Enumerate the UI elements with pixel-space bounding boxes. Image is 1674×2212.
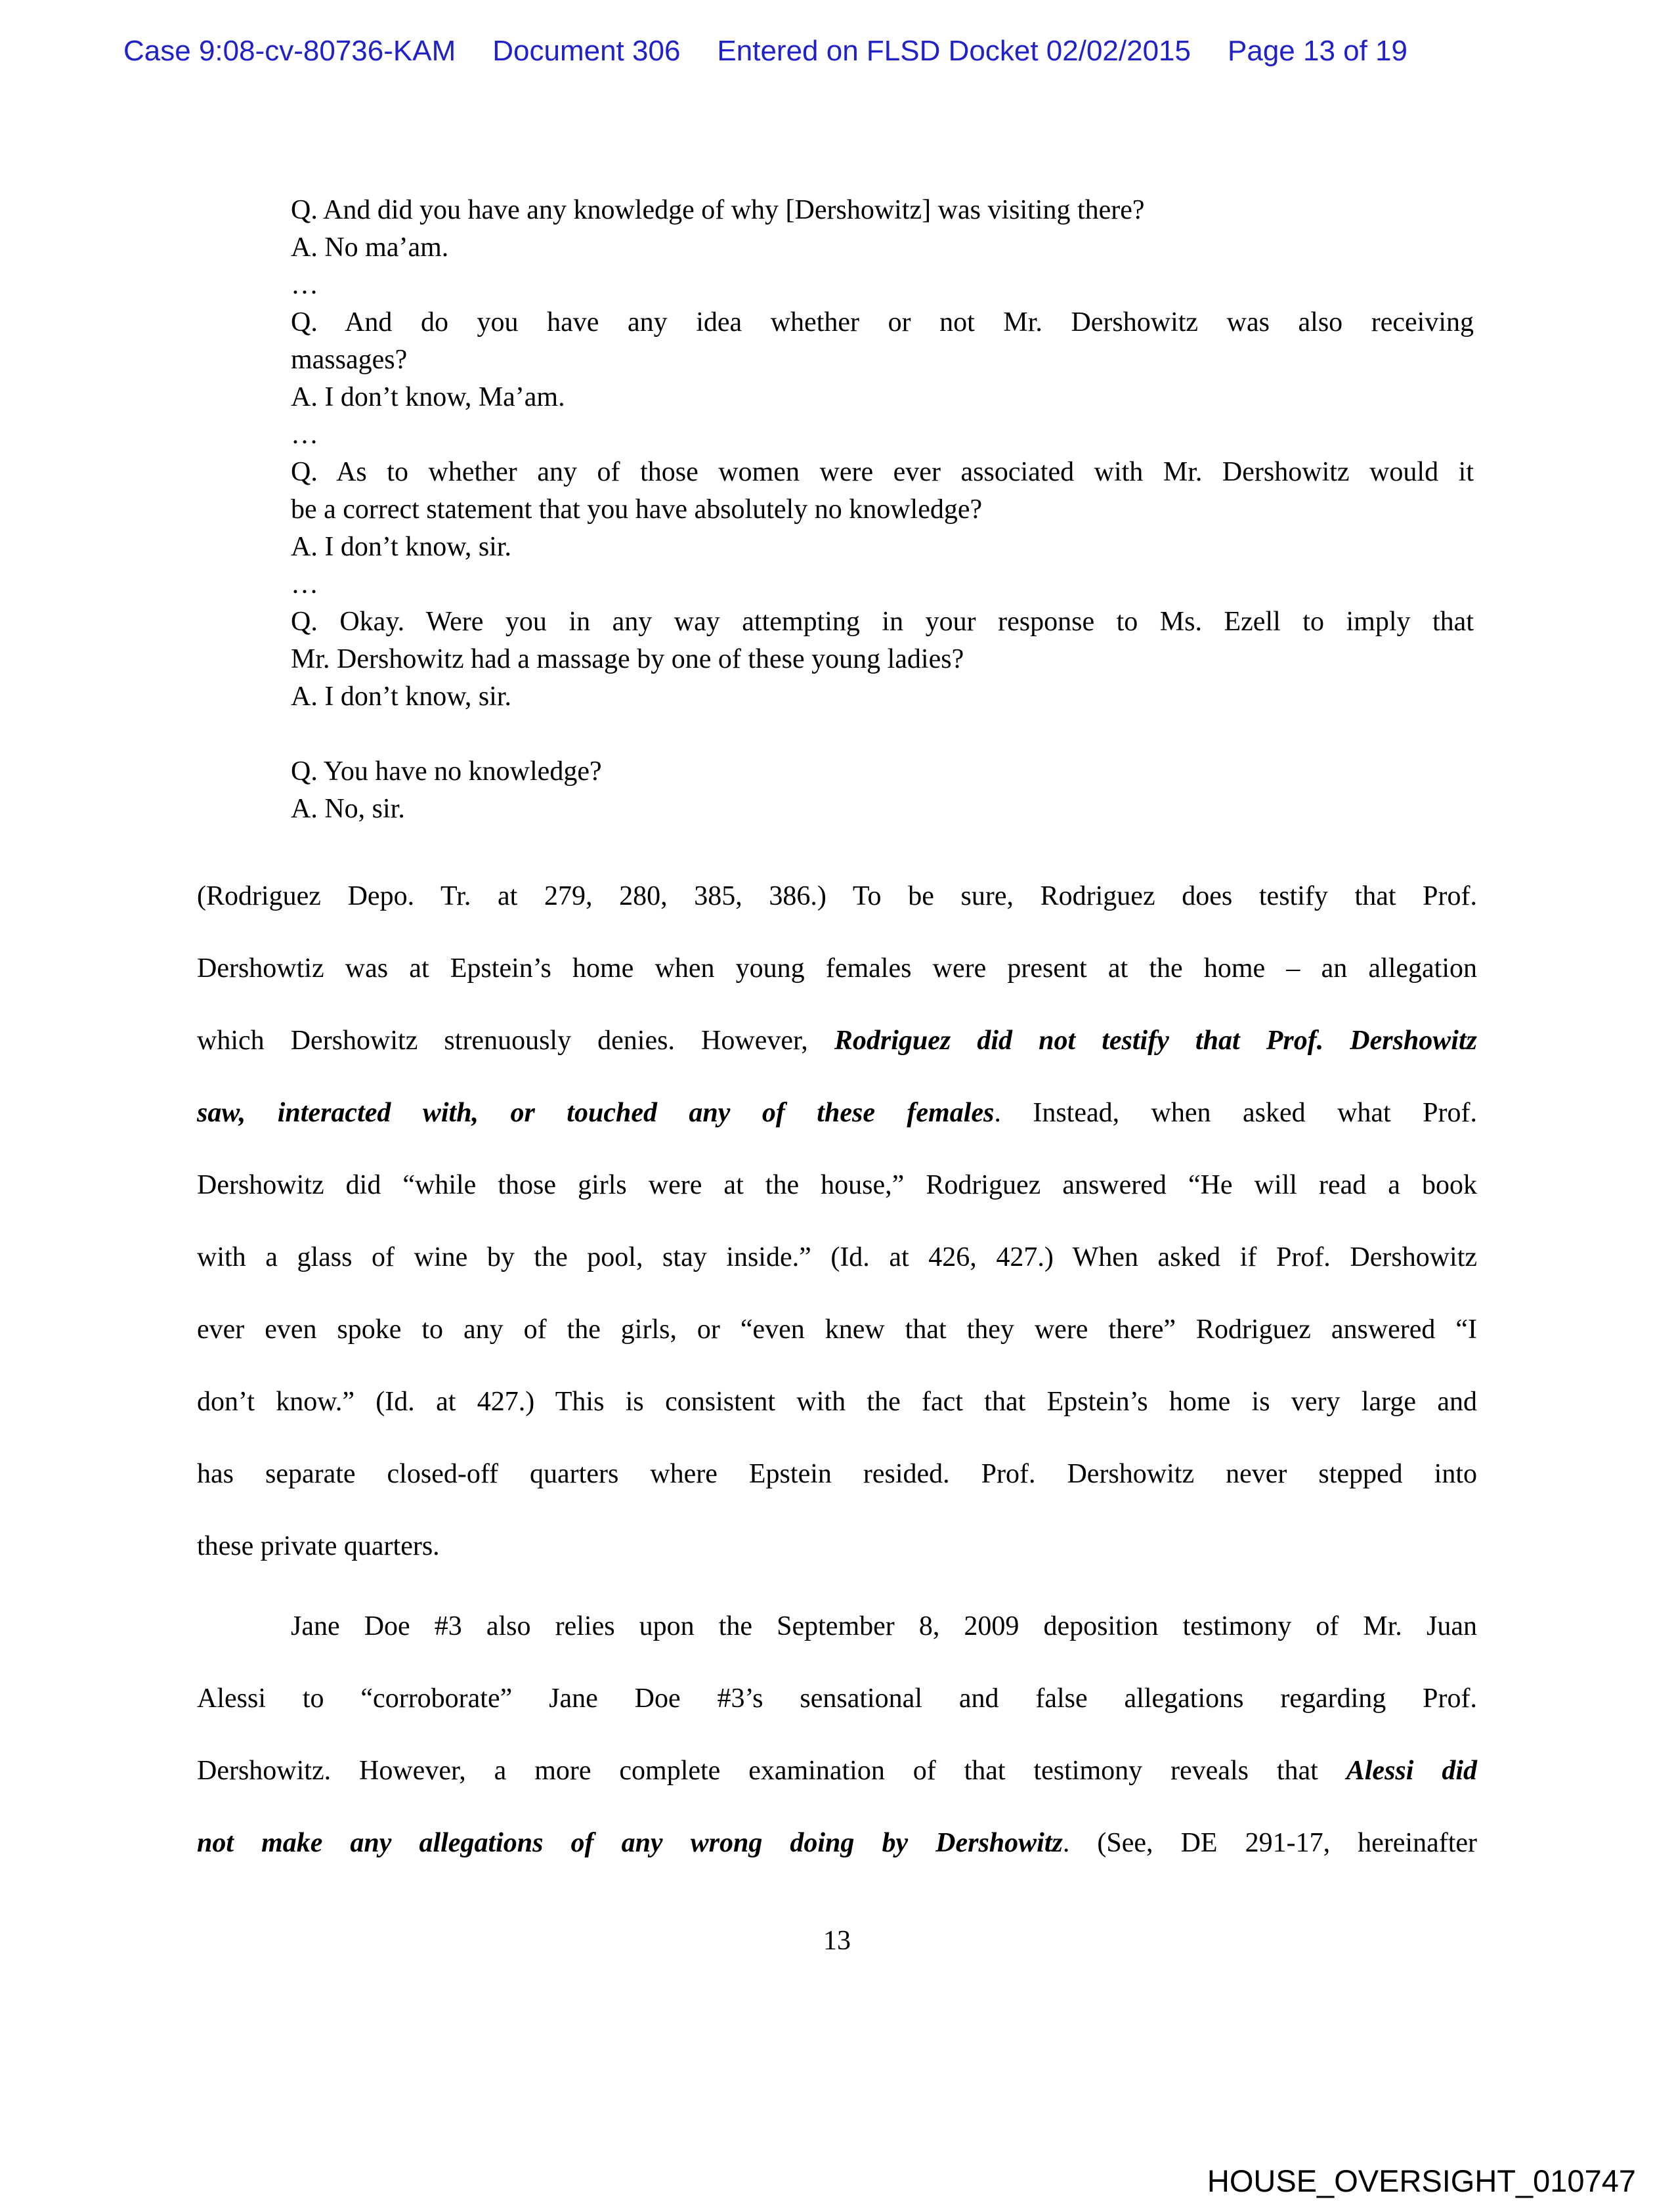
- text-line: [197, 1438, 1477, 1510]
- text-line: [197, 1807, 1477, 1879]
- body-text: [197, 860, 1477, 1879]
- text-segment: …: [291, 270, 318, 300]
- text-segment: Dershowitz did “while those girls were at the house,” Rodriguez answered “He will read a book: [197, 1170, 1477, 1200]
- text-segment: Alessi to “corroborate” Jane Doe #3’s sensational and false allegations regarding Prof.: [197, 1683, 1477, 1714]
- text-segment: has separate closed-off quarters where Epstein resided. Prof. Dershowitz never stepped into: [197, 1459, 1477, 1489]
- paragraph: [197, 1590, 1477, 1879]
- text-line: [291, 678, 1474, 716]
- text-segment: Dershowtiz was at Epstein’s home when young females were present at the home – an allegation: [197, 953, 1477, 984]
- text-line: [291, 454, 1474, 491]
- text-line: [197, 1221, 1477, 1293]
- text-line: [291, 641, 1474, 678]
- case-header-segment: Case 9:08-cv-80736-KAM: [123, 35, 456, 67]
- text-line: [197, 1293, 1477, 1366]
- text-line: [291, 791, 1474, 828]
- text-segment: Q. And did you have any knowledge of why [Dershowitz] was visiting there?: [291, 195, 1145, 225]
- text-line: [197, 1662, 1477, 1735]
- text-segment: don’t know.” (Id. at 427.) This is consistent with the fact that Epstein’s home is very large and: [197, 1387, 1477, 1417]
- text-segment: with a glass of wine by the pool, stay inside.” (Id. at 426, 427.) When asked if Prof. Dershowitz: [197, 1242, 1477, 1272]
- case-header-segment: Page 13 of 19: [1228, 35, 1408, 67]
- text-line: [197, 860, 1477, 932]
- text-segment: …: [291, 420, 318, 450]
- text-line: [291, 379, 1474, 416]
- text-segment: (Rodriguez Depo. Tr. at 279, 280, 385, 386.) To be sure, Rodriguez does testify that Prof.: [197, 881, 1477, 911]
- text-line: [197, 1735, 1477, 1807]
- text-line: [291, 304, 1474, 341]
- text-segment: A. I don’t know, sir.: [291, 532, 511, 562]
- text-segment: A. No ma’am.: [291, 232, 449, 263]
- case-header-segment: Document 306: [492, 35, 681, 67]
- text-line: [291, 416, 1474, 454]
- text-segment: . (See, DE 291-17, hereinafter: [1062, 1828, 1478, 1858]
- text-line: [291, 753, 1474, 791]
- text-segment: …: [291, 569, 318, 599]
- case-header-segment: Entered on FLSD Docket 02/02/2015: [717, 35, 1191, 67]
- bates-stamp: HOUSE_OVERSIGHT_010747: [1207, 2163, 1636, 2198]
- deposition-quote-block: [291, 192, 1474, 828]
- text-segment: ever even spoke to any of the girls, or “even knew that they were there” Rodriguez answered “I: [197, 1314, 1477, 1345]
- text-segment: massages?: [291, 345, 408, 375]
- text-line: [197, 1149, 1477, 1221]
- text-line: [291, 716, 1474, 753]
- text-segment: Q. You have no knowledge?: [291, 756, 602, 787]
- text-segment: Jane Doe #3 also relies upon the September 8, 2009 deposition testimony of Mr. Juan: [291, 1611, 1477, 1641]
- text-line: [291, 192, 1474, 229]
- text-line: [291, 603, 1474, 641]
- text-line: [291, 491, 1474, 529]
- text-line: [291, 267, 1474, 304]
- paragraph: [197, 860, 1477, 1582]
- text-line: [291, 529, 1474, 566]
- emphasis-bold-italic: not make any allegations of any wrong doing by Dershowitz: [197, 1828, 1063, 1858]
- text-segment: Mr. Dershowitz had a massage by one of these young ladies?: [291, 644, 964, 674]
- text-segment: A. No, sir.: [291, 794, 405, 824]
- text-line: [197, 1590, 1477, 1662]
- text-line: [291, 229, 1474, 267]
- text-segment: Q. Okay. Were you in any way attempting in your response to Ms. Ezell to imply that: [291, 607, 1474, 637]
- text-segment: Dershowitz. However, a more complete examination of that testimony reveals that: [197, 1756, 1346, 1786]
- case-header: [123, 34, 1595, 68]
- emphasis-bold-italic: Alessi did: [1346, 1756, 1477, 1786]
- text-line: [197, 1510, 1477, 1582]
- text-segment: A. I don’t know, Ma’am.: [291, 382, 565, 412]
- emphasis-bold-italic: Rodriguez did not testify that Prof. Dershowitz: [834, 1026, 1477, 1056]
- text-line: [197, 1366, 1477, 1438]
- text-segment: A. I don’t know, sir.: [291, 682, 511, 712]
- text-line: [291, 566, 1474, 603]
- emphasis-bold-italic: saw, interacted with, or touched any of these females: [197, 1098, 995, 1128]
- text-line: [197, 932, 1477, 1005]
- text-line: [291, 341, 1474, 379]
- text-segment: Q. As to whether any of those women were ever associated with Mr. Dershowitz would it: [291, 457, 1474, 487]
- text-segment: these private quarters.: [197, 1531, 440, 1561]
- text-segment: which Dershowitz strenuously denies. However,: [197, 1026, 834, 1056]
- text-line: [197, 1077, 1477, 1149]
- text-segment: be a correct statement that you have absolutely no knowledge?: [291, 494, 983, 525]
- text-line: [197, 1005, 1477, 1077]
- text-segment: . Instead, when asked what Prof.: [994, 1098, 1477, 1128]
- text-segment: Q. And do you have any idea whether or not Mr. Dershowitz was also receiving: [291, 307, 1474, 337]
- page-number: 13: [823, 1926, 851, 1956]
